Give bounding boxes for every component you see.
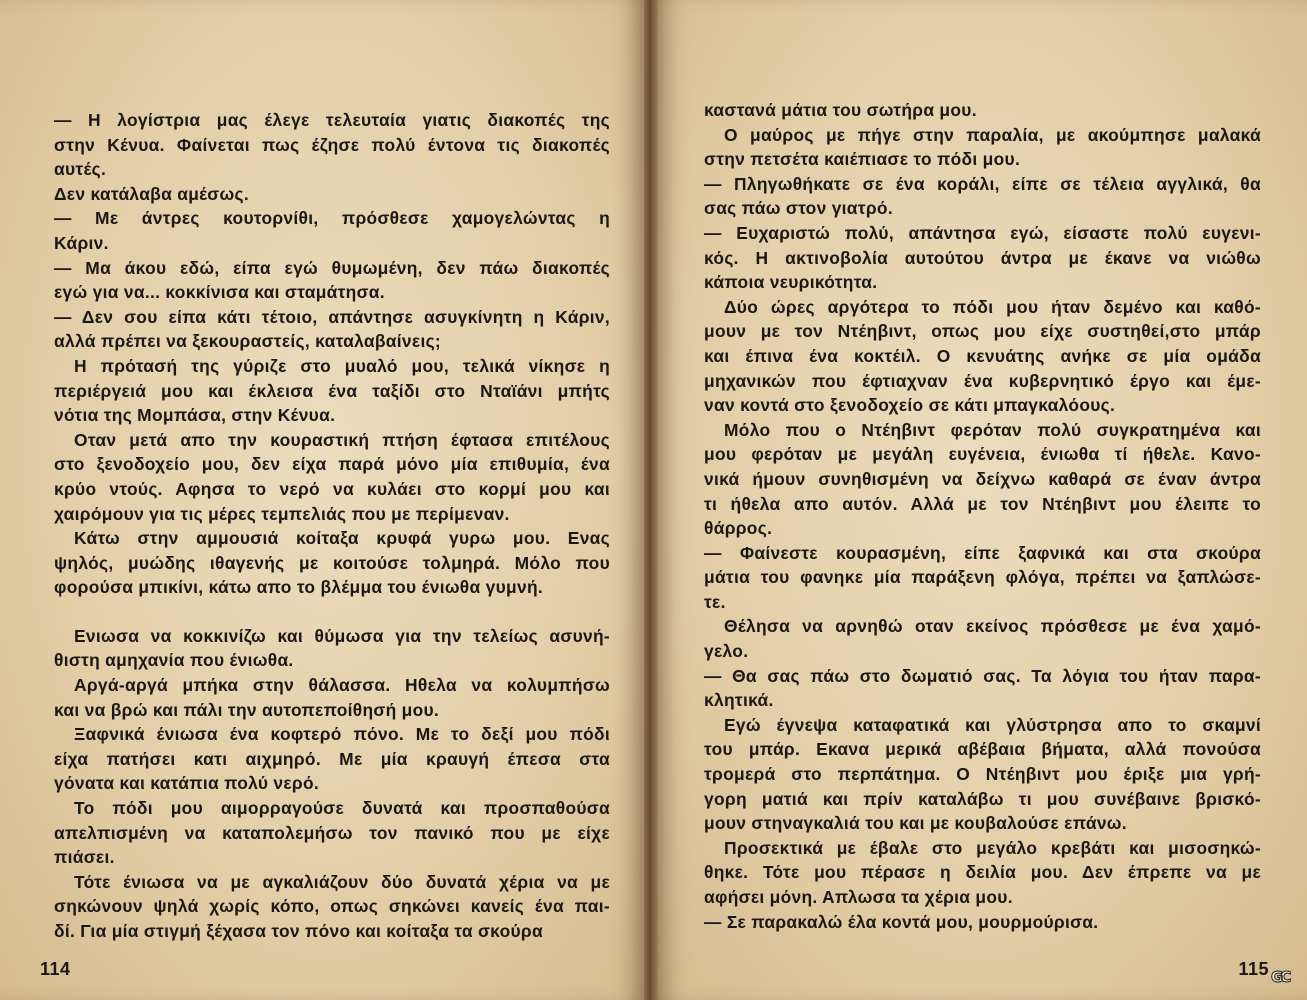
text-line: Εγώ έγνεψα καταφατικά και γλύστρησα απο το σκαμνί <box>724 714 1261 735</box>
text-line: κρύο ντούς. Αφησα το νερό να κυλάει στο κορμί μου και <box>54 478 610 499</box>
text-line: Το πόδι μου αιμορραγούσε δυνατά και προσπαθούσα <box>74 798 610 819</box>
text-line: φορούσα μπικίνι, κάτω απο το βλέμμα του ένιωθα γυμνή. <box>54 577 543 598</box>
text-line: — Σε παρακαλώ έλα κοντά μου, μουρμούρισα. <box>704 911 1099 932</box>
text-line: ψηλός, μυώδης ιθαγενής με κοιτούσε τολμηρά. Μόλο που <box>54 552 610 573</box>
text-line: και έπινα ένα κοκτέιλ. Ο κενυάτης ανήκε σε μία ομάδα <box>704 345 1261 366</box>
text-line: εγώ για να... κοκκίνισα και σταμάτησα. <box>54 282 385 303</box>
text-line: δί. Για μία στιγμή ξέχασα τον πόνο και κοίταξα τα σκούρα <box>54 921 543 941</box>
text-line: — Μα άκου εδώ, είπα εγώ θυμωμένη, δεν πάω διακοπές <box>54 257 610 278</box>
text-line: μουν στηναγκαλιά του και με κουβαλούσε επάνω. <box>704 813 1127 834</box>
text-line: — Φαίνεστε κουρασμένη, είπε ξαφνικά και στα σκούρα <box>704 542 1261 563</box>
text-line: στο ξενοδοχείο μου, δεν είχα παρά μόνο μία επιθυμία, ένα <box>54 454 610 475</box>
text-line: θηκε. Τότε μου πέρασε η δειλία μου. Δεν έπρεπε να με <box>704 862 1261 883</box>
text-line: — Πληγωθήκατε σε ένα κοράλι, είπε σε τέλεια αγγλικά, θα <box>704 173 1261 194</box>
right-page-text <box>704 98 1261 934</box>
text-line: του μπάρ. Εκανα μερικά αβέβαια βήματα, αλλά πονούσα <box>704 739 1261 760</box>
text-line: θάρρος. <box>704 518 773 539</box>
text-line: θιστη αμηχανία που ένιωθα. <box>54 650 294 671</box>
text-line: Κάριν. <box>54 232 109 253</box>
text-line <box>54 600 610 624</box>
text-line: αυτές. <box>54 159 107 180</box>
text-line: Προσεκτικά με έβαλε στο μεγάλο κρεβάτι και μισοσηκώ- <box>724 837 1261 858</box>
left-page-text <box>54 108 610 944</box>
text-line: Οταν μετά απο την κουραστική πτήση έφτασα επιτέλους <box>74 429 610 450</box>
text-line: και να βρώ και πάλι την αυτοπεποίθησή μου. <box>54 699 440 720</box>
text-line: απελπισμένη να καταπολεμήσω τον πανικό που με είχε <box>54 822 610 843</box>
text-line: Τότε ένιωσα να με αγκαλιάζουν δύο δυνατά χέρια να με <box>74 871 610 892</box>
text-line: στην πετσέτα καιέπιασε το πόδι μου. <box>704 149 1021 170</box>
text-line: αλλά πρέπει να ξεκουραστείς, καταλαβαίνεις; <box>54 331 442 352</box>
text-line: — Δεν σου είπα κάτι τέτοιο, απάντησε ασυγκίνητη η Κάριν, <box>54 306 610 327</box>
text-line: — Με άντρες κουτορνίθι, πρόσθεσε χαμογελώντας η <box>54 208 610 229</box>
text-line: — Θα σας πάω στο δωματιό σας. Τα λόγια του ήταν παρα- <box>704 665 1261 686</box>
text-line: κός. Η ακτινοβολία αυτούτου άντρα με έκανε να νιώθω <box>704 247 1261 268</box>
text-line: Αργά-αργά μπήκα στην θάλασσα. Ηθελα να κολυμπήσω <box>74 675 610 696</box>
left-page-number: 114 <box>40 959 71 979</box>
text-line: Δύο ώρες αργότερα το πόδι μου ήταν δεμένο και καθό- <box>724 296 1261 317</box>
text-line: γελο. <box>704 641 749 662</box>
book-gutter <box>644 0 658 1000</box>
text-line: — Η λογίστρια μας έλεγε τελευταία γιατις διακοπές της <box>54 110 610 130</box>
text-line: μάτια του φανηκε μία παράξενη φλόγα, πρέπει να ξαπλώσε- <box>704 567 1261 588</box>
right-page <box>650 0 1307 1000</box>
text-line: πιάσει. <box>54 847 115 868</box>
left-page <box>0 0 650 1000</box>
text-line: αφήσει μόνη. Απλωσα τα χέρια μου. <box>704 887 1013 907</box>
right-page-number: 115 <box>1238 959 1269 979</box>
text-line: περιέργειά μου και έκλεισα ένα ταξίδι στο Νταϊάνι μπήτς <box>54 380 610 401</box>
text-line: τε. <box>704 591 726 612</box>
text-line: Κάτω στην αμμουσιά κοίταξα κρυφά γυρω μου. Ενας <box>74 528 610 549</box>
text-line: Μόλο που ο Ντέηβιντ φερόταν πολύ συγκρατημένα και <box>724 419 1261 440</box>
text-line: τρομερά στο περπάτημα. Ο Ντέηβιντ μου έριξε μια γρή- <box>704 764 1261 785</box>
text-line: Η πρότασή της γύριζε στο μυαλό μου, τελικά νίκησε η <box>74 355 610 376</box>
text-line: στην Κένυα. Φαίνεται πως έζησε πολύ έντονα τις διακοπές <box>54 134 610 155</box>
text-line: κλητικά. <box>704 690 774 711</box>
text-line: τι ήθελα απο αυτόν. Αλλά με τον Ντέηβιντ μου έλειπε το <box>704 493 1261 514</box>
gc-watermark-logo: GC <box>1271 968 1289 986</box>
text-line: μου φερόταν με μεγάλη ευγένεια, ένιωθα τί ήθελε. Κανο- <box>704 444 1261 465</box>
text-line: γόνατα και κατάπια πολύ νερό. <box>54 773 320 794</box>
text-line: ναν κοντά στο ξενοδοχείο σε κάτι μπαγκαλόους. <box>704 395 1116 416</box>
text-line: γορη ματιά και πρίν καταλάβω τι μου συνέβαινε βρισκό- <box>704 788 1261 809</box>
text-line: χαιρόμουν για τις μέρες τεμπελιάς που με περίμεναν. <box>54 503 510 524</box>
text-line: νικά ήμουν συνηθισμένη να δείχνω καθαρά σε έναν άντρα <box>704 468 1261 489</box>
text-line: Δεν κατάλαβα αμέσως. <box>54 183 249 204</box>
text-line: μηχανικών που έφτιαχναν ένα κυβερνητικό έργο και έμε- <box>704 370 1261 391</box>
text-line: μουν με τον Ντέηβιντ, οπως μου είχε συστηθεί,στο μπάρ <box>704 321 1261 342</box>
text-line: σηκώνουν ψηλά χωρίς κόπο, οπως σηκώνει κανείς ένα παι- <box>54 896 610 917</box>
text-line: — Ευχαριστώ πολύ, απάντησα εγώ, είσαστε πολύ ευγενι- <box>704 222 1261 243</box>
text-line: Θέλησα να αρνηθώ οταν εκείνος πρόσθεσε με ένα χαμό- <box>724 616 1261 637</box>
text-line: σας πάω στον γιατρό. <box>704 198 893 219</box>
text-line: καστανά μάτια του σωτήρα μου. <box>704 100 977 120</box>
text-line: νότια της Μομπάσα, στην Κένυα. <box>54 405 336 426</box>
text-line: Ενιωσα να κοκκινίζω και θύμωσα για την τελείως ασυνή- <box>74 625 610 646</box>
text-line: είχα πατήσει κατι αιχμηρό. Με μία κραυγή έπεσα στα <box>54 748 610 769</box>
text-line: Ξαφνικά ένιωσα ένα κοφτερό πόνο. Με το δεξί μου πόδι <box>74 724 610 745</box>
text-line: Ο μαύρος με πήγε στην παραλία, με ακούμπησε μαλακά <box>724 124 1261 145</box>
text-line: κάποια νευρικότητα. <box>704 272 878 293</box>
